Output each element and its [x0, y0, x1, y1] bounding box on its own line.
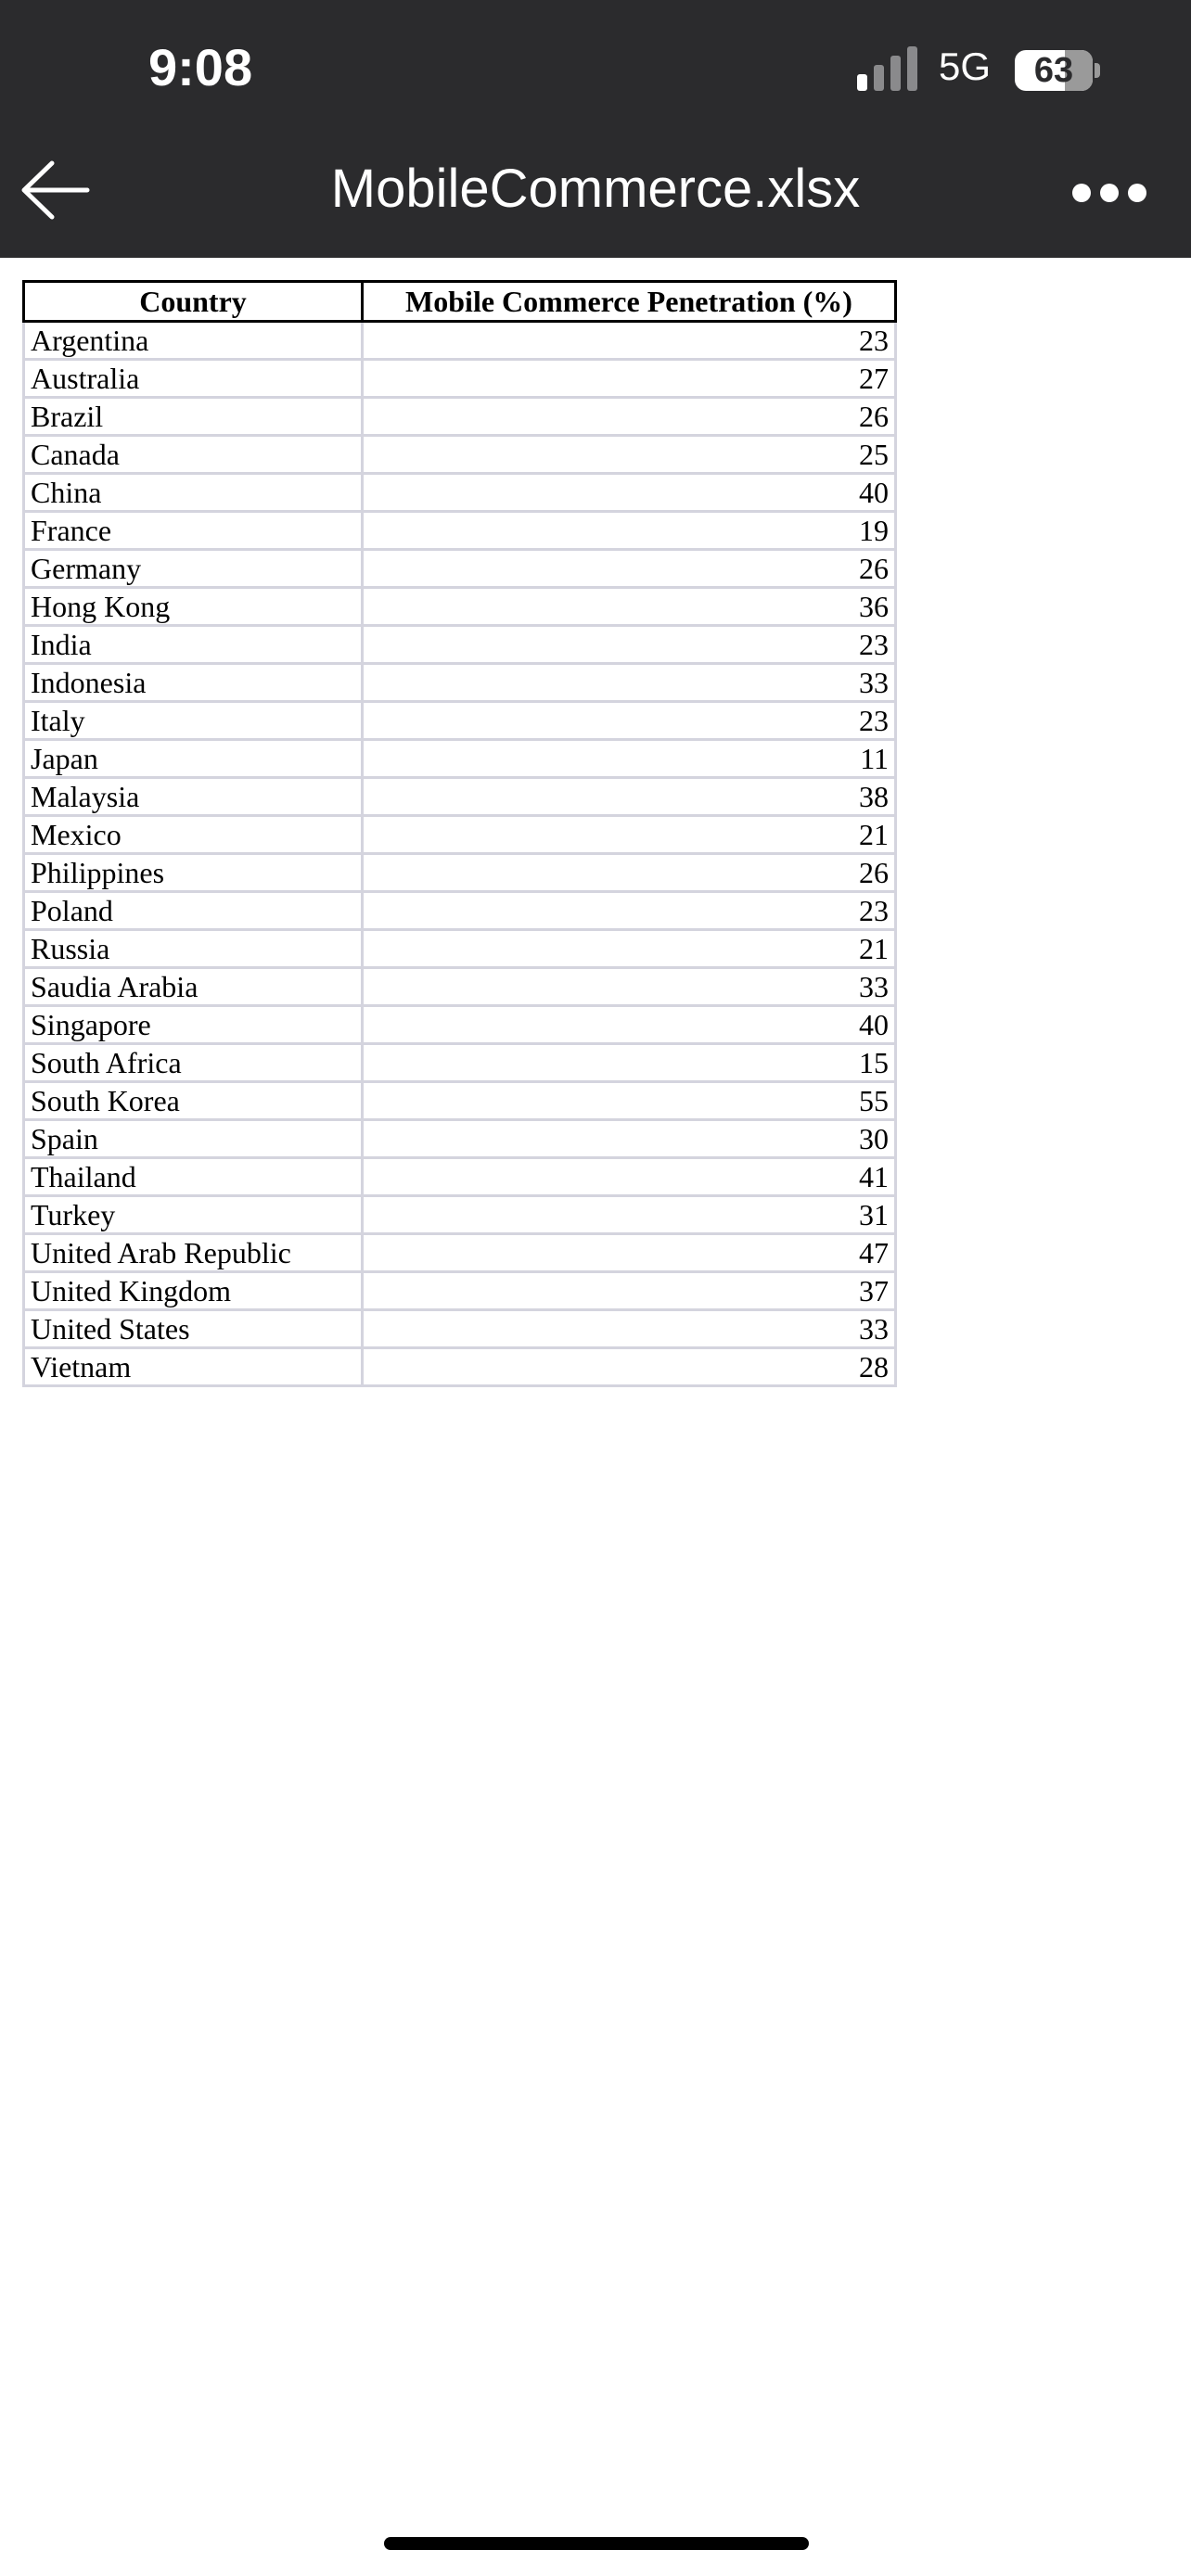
cell-penetration[interactable]: 11: [363, 740, 896, 778]
cell-penetration[interactable]: 15: [363, 1044, 896, 1082]
cell-country[interactable]: Malaysia: [24, 778, 363, 816]
cell-penetration[interactable]: 40: [363, 474, 896, 512]
battery-cap: [1095, 63, 1100, 78]
cell-penetration[interactable]: 36: [363, 588, 896, 626]
cell-country[interactable]: South Korea: [24, 1082, 363, 1120]
cell-penetration[interactable]: 23: [363, 626, 896, 664]
table-row: [24, 1196, 896, 1234]
cell-country[interactable]: Mexico: [24, 816, 363, 854]
cell-penetration[interactable]: 19: [363, 512, 896, 550]
table-row: [24, 892, 896, 930]
cell-penetration[interactable]: 33: [363, 1310, 896, 1348]
cell-country[interactable]: Spain: [24, 1120, 363, 1158]
table-row: [24, 1044, 896, 1082]
cell-penetration[interactable]: 27: [363, 360, 896, 398]
table-row: [24, 322, 896, 360]
spreadsheet-table: [22, 280, 897, 1387]
table-row: [24, 930, 896, 968]
cell-penetration[interactable]: 26: [363, 854, 896, 892]
cell-country[interactable]: United Arab Republic: [24, 1234, 363, 1272]
table-row: [24, 1348, 896, 1386]
back-button[interactable]: [19, 158, 93, 223]
table-row: [24, 664, 896, 702]
cell-penetration[interactable]: 55: [363, 1082, 896, 1120]
top-bar: [0, 0, 1191, 258]
table-row: [24, 1310, 896, 1348]
cell-penetration[interactable]: 33: [363, 968, 896, 1006]
status-time: 9:08: [148, 38, 253, 96]
arrow-left-icon: [19, 158, 93, 223]
cell-country[interactable]: India: [24, 626, 363, 664]
cell-penetration[interactable]: 23: [363, 702, 896, 740]
cell-country[interactable]: United States: [24, 1310, 363, 1348]
cell-penetration[interactable]: 38: [363, 778, 896, 816]
cellular-signal-icon: [857, 46, 922, 91]
column-header-country[interactable]: Country: [24, 282, 363, 322]
cell-penetration[interactable]: 21: [363, 930, 896, 968]
table-row: [24, 968, 896, 1006]
cell-penetration[interactable]: 28: [363, 1348, 896, 1386]
table-row: [24, 1120, 896, 1158]
cell-penetration[interactable]: 41: [363, 1158, 896, 1196]
document-title: MobileCommerce.xlsx: [330, 159, 861, 219]
table-row: [24, 360, 896, 398]
cell-country[interactable]: Singapore: [24, 1006, 363, 1044]
table-row: [24, 740, 896, 778]
table-row: [24, 626, 896, 664]
battery-icon: [1015, 50, 1093, 91]
table-row: [24, 1082, 896, 1120]
cell-penetration[interactable]: 30: [363, 1120, 896, 1158]
cell-country[interactable]: United Kingdom: [24, 1272, 363, 1310]
cell-country[interactable]: Japan: [24, 740, 363, 778]
cell-country[interactable]: Australia: [24, 360, 363, 398]
cell-country[interactable]: Poland: [24, 892, 363, 930]
table-row: [24, 512, 896, 550]
cell-country[interactable]: Italy: [24, 702, 363, 740]
cell-country[interactable]: Philippines: [24, 854, 363, 892]
table-row: [24, 702, 896, 740]
cell-penetration[interactable]: 47: [363, 1234, 896, 1272]
cell-country[interactable]: Russia: [24, 930, 363, 968]
cell-penetration[interactable]: 25: [363, 436, 896, 474]
home-indicator[interactable]: [384, 2537, 809, 2550]
cell-penetration[interactable]: 33: [363, 664, 896, 702]
cell-country[interactable]: Turkey: [24, 1196, 363, 1234]
table-row: [24, 778, 896, 816]
column-header-penetration[interactable]: Mobile Commerce Penetration (%): [363, 282, 896, 322]
table-row: [24, 550, 896, 588]
cell-penetration[interactable]: 21: [363, 816, 896, 854]
cell-country[interactable]: Thailand: [24, 1158, 363, 1196]
cell-country[interactable]: Indonesia: [24, 664, 363, 702]
cell-country[interactable]: Canada: [24, 436, 363, 474]
battery-level: 63: [1033, 50, 1074, 90]
cell-country[interactable]: South Africa: [24, 1044, 363, 1082]
more-options-button[interactable]: [1072, 174, 1150, 211]
table-row: [24, 1272, 896, 1310]
cell-penetration[interactable]: 23: [363, 322, 896, 360]
table-row: [24, 1158, 896, 1196]
table-row: [24, 816, 896, 854]
cell-country[interactable]: Vietnam: [24, 1348, 363, 1386]
cell-penetration[interactable]: 37: [363, 1272, 896, 1310]
cell-country[interactable]: Saudia Arabia: [24, 968, 363, 1006]
cell-penetration[interactable]: 26: [363, 398, 896, 436]
table-row: [24, 398, 896, 436]
table-row: [24, 1006, 896, 1044]
table-row: [24, 1234, 896, 1272]
cell-country[interactable]: Argentina: [24, 322, 363, 360]
table-row: [24, 588, 896, 626]
table-row: [24, 436, 896, 474]
cell-country[interactable]: Hong Kong: [24, 588, 363, 626]
cell-country[interactable]: France: [24, 512, 363, 550]
cell-country[interactable]: Germany: [24, 550, 363, 588]
cell-penetration[interactable]: 31: [363, 1196, 896, 1234]
table-row: [24, 854, 896, 892]
header-row: [24, 282, 896, 322]
cell-country[interactable]: Brazil: [24, 398, 363, 436]
cell-penetration[interactable]: 26: [363, 550, 896, 588]
table-row: [24, 474, 896, 512]
cell-penetration[interactable]: 40: [363, 1006, 896, 1044]
cell-country[interactable]: China: [24, 474, 363, 512]
more-horizontal-icon: [1072, 184, 1091, 202]
network-type: 5G: [939, 45, 992, 88]
cell-penetration[interactable]: 23: [363, 892, 896, 930]
